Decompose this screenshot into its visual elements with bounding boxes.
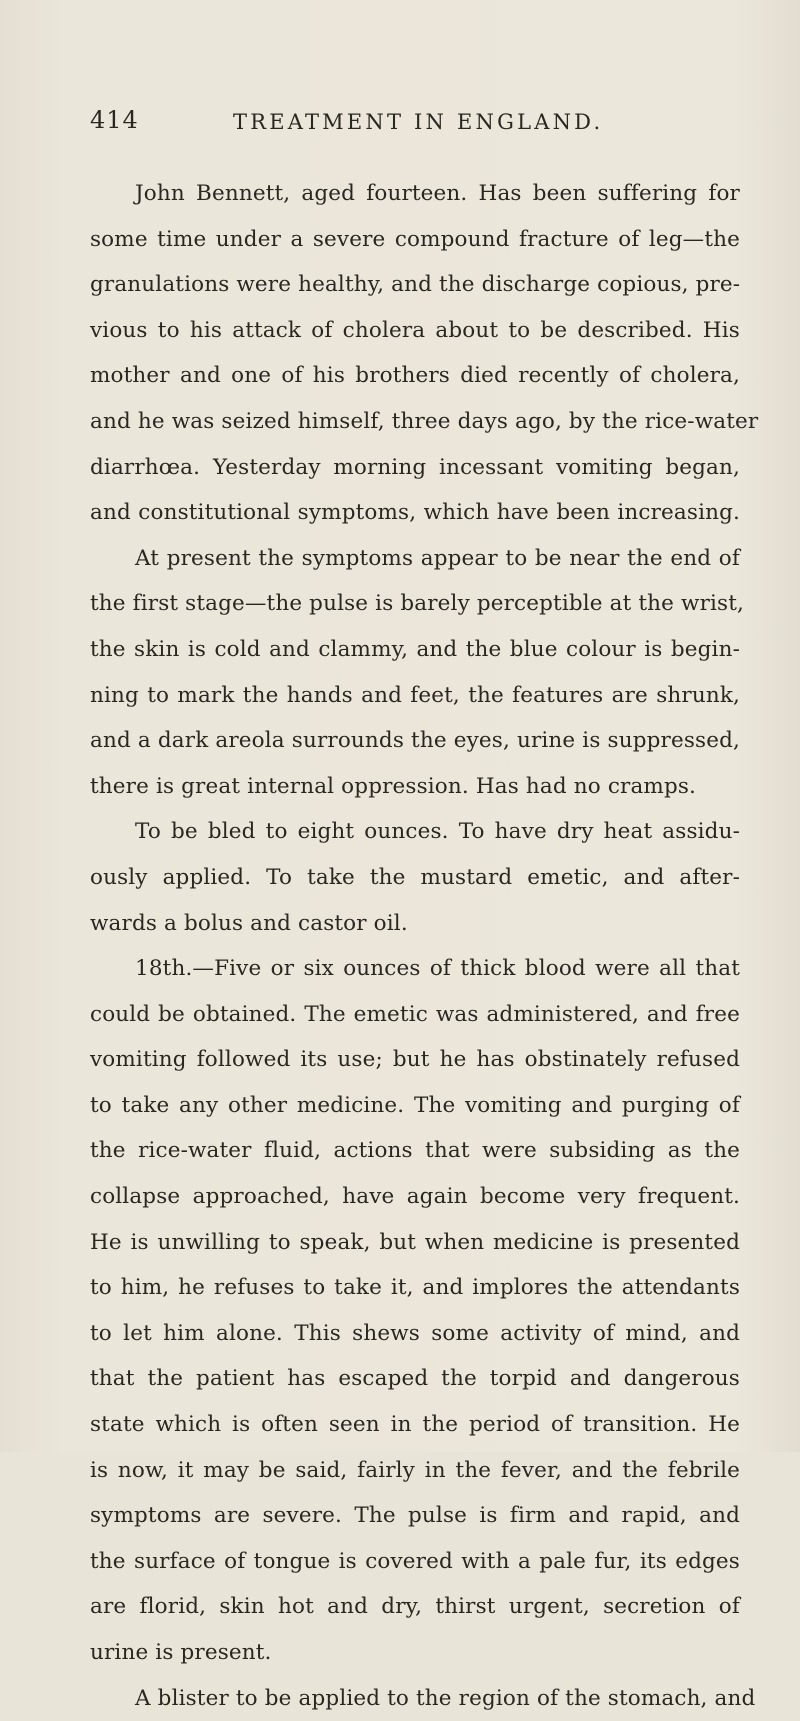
text-line: urine is present. bbox=[90, 1640, 272, 1665]
text-line: vomiting followed its use; but he has obstinately refused bbox=[90, 1047, 740, 1073]
text-line: vious to his attack of cholera about to be described. His bbox=[90, 317, 740, 343]
text-line: granulations were healthy, and the discharge copious, pre- bbox=[90, 272, 741, 298]
page-header bbox=[90, 106, 740, 146]
text-line: wards a bolus and castor oil. bbox=[90, 910, 408, 936]
text-line: and he was seized himself, three days ago, by the rice-water bbox=[90, 408, 759, 434]
text-line: He is unwilling to speak, but when medicine is presented bbox=[90, 1229, 740, 1255]
text-line: to him, he refuses to take it, and implores the attendants bbox=[90, 1275, 740, 1301]
text-line: ning to mark the hands and feet, the features are shrunk, bbox=[90, 682, 740, 708]
text-line: ously applied. To take the mustard emetic, and after- bbox=[90, 864, 740, 890]
text-line: state which is often seen in the period of transition. He bbox=[90, 1412, 740, 1438]
text-line: the rice-water fluid, actions that were subsiding as the bbox=[90, 1138, 740, 1164]
text-line: mother and one of his brothers died recently of cholera, bbox=[90, 363, 740, 389]
text-line: and constitutional symptoms, which have been increasing. bbox=[90, 500, 740, 526]
text-line: that the patient has escaped the torpid and dangerous bbox=[90, 1366, 740, 1392]
text-line: collapse approached, have again become very frequent. bbox=[90, 1184, 740, 1210]
text-line: A blister to be applied to the region of the stomach, and bbox=[135, 1685, 756, 1711]
text-line: the surface of tongue is covered with a pale fur, its edges bbox=[90, 1548, 740, 1574]
text-line: diarrhœa. Yesterday morning incessant vomiting began, bbox=[90, 454, 740, 480]
text-line: there is great internal oppression. Has had no cramps. bbox=[90, 773, 697, 799]
text-line: is now, it may be said, fairly in the fever, and the febrile bbox=[90, 1457, 740, 1483]
text-line: to let him alone. This shews some activity of mind, and bbox=[90, 1320, 740, 1346]
text-line: some time under a severe compound fracture of leg—the bbox=[90, 226, 740, 252]
text-line: John Bennett, aged fourteen. Has been suffering for bbox=[135, 181, 740, 206]
text-line: to take any other medicine. The vomiting and purging of bbox=[90, 1092, 740, 1118]
text-line: the first stage—the pulse is barely perceptible at the wrist, bbox=[90, 591, 745, 617]
running-head: TREATMENT IN ENGLAND. bbox=[233, 110, 604, 134]
text-line: and a dark areola surrounds the eyes, urine is suppressed, bbox=[90, 728, 740, 754]
text-line: At present the symptoms appear to be near the end of bbox=[135, 545, 740, 571]
page-number: 414 bbox=[90, 106, 139, 134]
text-line: symptoms are severe. The pulse is firm and rapid, and bbox=[90, 1503, 740, 1529]
text-line: could be obtained. The emetic was administered, and free bbox=[90, 1001, 740, 1027]
text-line: 18th.—Five or six ounces of thick blood were all that bbox=[135, 956, 740, 982]
body-text bbox=[90, 171, 759, 1721]
text-line: are florid, skin hot and dry, thirst urgent, secretion of bbox=[90, 1594, 740, 1620]
text-line: To be bled to eight ounces. To have dry heat assidu- bbox=[135, 819, 740, 845]
text-line: the skin is cold and clammy, and the blue colour is begin- bbox=[90, 636, 740, 662]
